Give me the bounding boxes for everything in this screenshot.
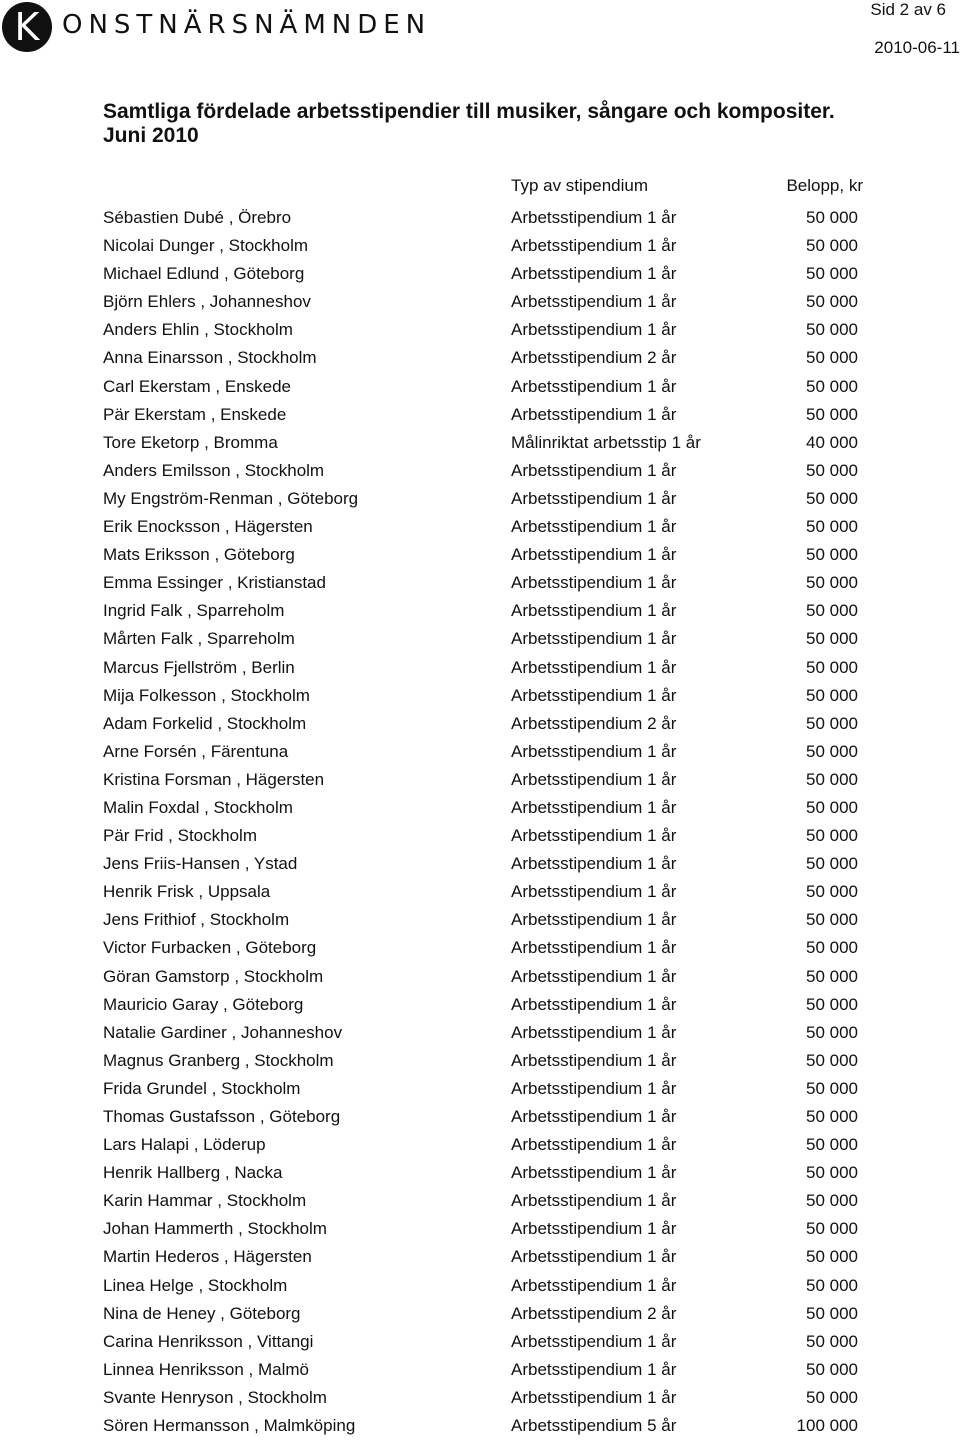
grant-amount: 50 000: [806, 488, 858, 508]
table-row: [0, 1272, 960, 1300]
table-row: [0, 1243, 960, 1271]
grant-amount: 50 000: [806, 854, 858, 874]
recipient-name: Sébastien Dubé , Örebro: [103, 208, 292, 227]
table-row: [0, 991, 960, 1019]
grant-amount: 50 000: [806, 545, 858, 565]
table-row: [0, 513, 960, 541]
table-row: [0, 738, 960, 766]
grant-type: Målinriktat arbetsstip 1 år: [511, 432, 701, 452]
grant-amount: 50 000: [806, 208, 858, 227]
table-row: [0, 429, 960, 457]
grant-type: Arbetsstipendium 1 år: [511, 264, 677, 284]
recipient-name: Göran Gamstorp , Stockholm: [103, 966, 324, 986]
grant-amount: 50 000: [806, 1163, 858, 1183]
recipient-name: Nicolai Dunger , Stockholm: [103, 236, 309, 256]
grant-amount: 50 000: [806, 797, 858, 817]
table-row: [0, 1384, 960, 1412]
recipient-name: Mats Eriksson , Göteborg: [103, 545, 295, 565]
grant-type: Arbetsstipendium 1 år: [511, 741, 677, 761]
table-row: [0, 232, 960, 260]
grant-amount: 50 000: [806, 460, 858, 480]
recipient-name: Martin Hederos , Hägersten: [103, 1247, 312, 1267]
grant-type: Arbetsstipendium 1 år: [511, 1022, 677, 1042]
recipient-name: Anders Ehlin , Stockholm: [103, 320, 293, 340]
table-row: [0, 457, 960, 485]
recipient-name: My Engström-Renman , Göteborg: [103, 488, 359, 508]
grant-type: Arbetsstipendium 1 år: [511, 1275, 677, 1295]
grant-amount: 50 000: [806, 1191, 858, 1211]
table-row: [0, 1356, 960, 1384]
grant-amount: 50 000: [806, 1387, 858, 1407]
table-row: [0, 625, 960, 653]
grant-type: Arbetsstipendium 2 år: [511, 348, 677, 368]
grant-amount: 50 000: [806, 713, 858, 733]
grant-amount: 50 000: [806, 1135, 858, 1155]
grant-type: Arbetsstipendium 1 år: [511, 292, 677, 312]
recipient-name: Frida Grundel , Stockholm: [103, 1078, 301, 1098]
grant-type: Arbetsstipendium 1 år: [511, 1331, 677, 1351]
grant-amount: 50 000: [806, 629, 858, 649]
grant-type: Arbetsstipendium 1 år: [511, 1107, 677, 1126]
grant-amount: 50 000: [806, 685, 858, 705]
grant-type: Arbetsstipendium 1 år: [511, 629, 677, 649]
table-row: [0, 794, 960, 822]
recipient-name: Thomas Gustafsson , Göteborg: [103, 1107, 341, 1126]
grant-amount: 50 000: [806, 292, 858, 312]
recipient-name: Michael Edlund , Göteborg: [103, 264, 305, 284]
table-row: [0, 541, 960, 569]
grant-type: Arbetsstipendium 1 år: [511, 882, 677, 902]
grant-amount: 50 000: [806, 1303, 858, 1323]
table-row: [0, 710, 960, 738]
recipient-name: Nina de Heney , Göteborg: [103, 1303, 301, 1323]
recipient-name: Adam Forkelid , Stockholm: [103, 713, 307, 733]
table-row: [0, 1047, 960, 1075]
table-row: [0, 316, 960, 344]
grant-type: Arbetsstipendium 1 år: [511, 236, 677, 256]
recipient-name: Natalie Gardiner , Johanneshov: [103, 1022, 343, 1042]
grant-type: Arbetsstipendium 1 år: [511, 1163, 677, 1183]
table-row: [0, 766, 960, 794]
grant-type: Arbetsstipendium 1 år: [511, 1219, 677, 1239]
table-row: [0, 878, 960, 906]
grant-amount: 50 000: [806, 966, 858, 986]
recipient-name: Linea Helge , Stockholm: [103, 1275, 288, 1295]
grant-type: Arbetsstipendium 1 år: [511, 1078, 677, 1098]
title-line-1: Samtliga fördelade arbetsstipendier till musiker, sångare och kompositer.: [103, 100, 835, 123]
recipient-name: Henrik Hallberg , Nacka: [103, 1163, 283, 1183]
recipient-name: Malin Foxdal , Stockholm: [103, 797, 293, 817]
table-row: [0, 1159, 960, 1187]
recipient-name: Tore Eketorp , Bromma: [103, 432, 278, 452]
grant-type: Arbetsstipendium 1 år: [511, 488, 677, 508]
logo-wordmark: ONSTNÄRSNÄMNDEN: [62, 10, 432, 40]
recipient-name: Arne Forsén , Färentuna: [103, 741, 289, 761]
recipient-name: Mårten Falk , Sparreholm: [103, 629, 295, 649]
grant-amount: 50 000: [806, 601, 858, 621]
table-row: [0, 373, 960, 401]
table-row: [0, 401, 960, 429]
table-row: [0, 1019, 960, 1047]
grant-type: Arbetsstipendium 2 år: [511, 713, 677, 733]
grant-amount: 50 000: [806, 348, 858, 368]
page-number: Sid 2 av 6: [870, 0, 946, 19]
table-row: [0, 260, 960, 288]
grant-type: Arbetsstipendium 1 år: [511, 601, 677, 621]
recipient-name: Jens Friis-Hansen , Ystad: [103, 854, 298, 874]
grant-type: Arbetsstipendium 1 år: [511, 1247, 677, 1267]
recipient-name: Carina Henriksson , Vittangi: [103, 1331, 314, 1351]
column-header-amount: Belopp, kr: [786, 176, 863, 195]
grant-amount: 50 000: [806, 741, 858, 761]
grant-amount: 50 000: [806, 1331, 858, 1351]
grant-amount: 50 000: [806, 882, 858, 902]
recipient-name: Henrik Frisk , Uppsala: [103, 882, 271, 902]
grant-type: Arbetsstipendium 1 år: [511, 657, 677, 677]
table-row: [0, 597, 960, 625]
grant-type: Arbetsstipendium 1 år: [511, 966, 677, 986]
grant-amount: 50 000: [806, 910, 858, 930]
grant-amount: 50 000: [806, 376, 858, 396]
grant-amount: 50 000: [806, 573, 858, 593]
grant-amount: 50 000: [806, 994, 858, 1014]
grant-type: Arbetsstipendium 1 år: [511, 797, 677, 817]
table-row: [0, 906, 960, 934]
recipient-name: Emma Essinger , Kristianstad: [103, 573, 326, 593]
grant-type: Arbetsstipendium 1 år: [511, 460, 677, 480]
recipient-name: Anders Emilsson , Stockholm: [103, 460, 325, 480]
grant-type: Arbetsstipendium 1 år: [511, 1191, 677, 1211]
grant-type: Arbetsstipendium 1 år: [511, 208, 677, 227]
grant-amount: 50 000: [806, 1247, 858, 1267]
table-row: [0, 1187, 960, 1215]
grant-type: Arbetsstipendium 1 år: [511, 685, 677, 705]
table-row: [0, 1412, 960, 1440]
recipient-name: Ingrid Falk , Sparreholm: [103, 601, 285, 621]
grant-amount: 100 000: [796, 1416, 858, 1436]
table-row: [0, 288, 960, 316]
grant-type: Arbetsstipendium 1 år: [511, 404, 677, 424]
grant-amount: 50 000: [806, 938, 858, 958]
grant-amount: 50 000: [806, 1050, 858, 1070]
grant-table-body: [0, 204, 960, 1440]
table-row: [0, 850, 960, 878]
grant-amount: 40 000: [806, 432, 858, 452]
table-row: [0, 682, 960, 710]
recipient-name: Mija Folkesson , Stockholm: [103, 685, 310, 705]
table-row: [0, 654, 960, 682]
table-row: [0, 204, 960, 232]
title-line-2: Juni 2010: [103, 124, 199, 147]
document-title: [103, 100, 835, 148]
recipient-name: Karin Hammar , Stockholm: [103, 1191, 307, 1211]
recipient-name: Marcus Fjellström , Berlin: [103, 657, 295, 677]
recipient-name: Anna Einarsson , Stockholm: [103, 348, 317, 368]
recipient-name: Linnea Henriksson , Malmö: [103, 1359, 309, 1379]
table-row: [0, 934, 960, 962]
grant-type: Arbetsstipendium 1 år: [511, 994, 677, 1014]
grant-type: Arbetsstipendium 1 år: [511, 376, 677, 396]
recipient-name: Victor Furbacken , Göteborg: [103, 938, 317, 958]
grant-type: Arbetsstipendium 1 år: [511, 1050, 677, 1070]
grant-amount: 50 000: [806, 1107, 858, 1126]
recipient-name: Johan Hammerth , Stockholm: [103, 1219, 327, 1239]
grant-amount: 50 000: [806, 769, 858, 789]
grant-amount: 50 000: [806, 404, 858, 424]
recipient-name: Jens Frithiof , Stockholm: [103, 910, 290, 930]
recipient-name: Erik Enocksson , Hägersten: [103, 517, 313, 537]
grant-type: Arbetsstipendium 2 år: [511, 1303, 677, 1323]
grant-type: Arbetsstipendium 1 år: [511, 545, 677, 565]
grant-amount: 50 000: [806, 236, 858, 256]
table-row: [0, 963, 960, 991]
report-date: 2010-06-11: [874, 38, 960, 57]
grant-type: Arbetsstipendium 1 år: [511, 573, 677, 593]
recipient-name: Kristina Forsman , Hägersten: [103, 769, 325, 789]
table-row: [0, 1215, 960, 1243]
recipient-name: Mauricio Garay , Göteborg: [103, 994, 304, 1014]
grant-type: Arbetsstipendium 1 år: [511, 517, 677, 537]
grant-amount: 50 000: [806, 1359, 858, 1379]
grant-type: Arbetsstipendium 5 år: [511, 1416, 677, 1436]
table-row: [0, 485, 960, 513]
table-row: [0, 1103, 960, 1131]
table-row: [0, 1131, 960, 1159]
grant-type: Arbetsstipendium 1 år: [511, 1135, 677, 1155]
grant-amount: 50 000: [806, 1219, 858, 1239]
recipient-name: Magnus Granberg , Stockholm: [103, 1050, 334, 1070]
grant-amount: 50 000: [806, 826, 858, 846]
recipient-name: Pär Frid , Stockholm: [103, 826, 257, 846]
grant-type: Arbetsstipendium 1 år: [511, 910, 677, 930]
table-row: [0, 344, 960, 372]
recipient-name: Carl Ekerstam , Enskede: [103, 376, 292, 396]
grant-amount: 50 000: [806, 1022, 858, 1042]
grant-amount: 50 000: [806, 264, 858, 284]
recipient-name: Svante Henryson , Stockholm: [103, 1387, 327, 1407]
grant-type: Arbetsstipendium 1 år: [511, 320, 677, 340]
grant-type: Arbetsstipendium 1 år: [511, 826, 677, 846]
grant-amount: 50 000: [806, 320, 858, 340]
grant-type: Arbetsstipendium 1 år: [511, 1359, 677, 1379]
recipient-name: Björn Ehlers , Johanneshov: [103, 292, 311, 312]
recipient-name: Sören Hermansson , Malmköping: [103, 1416, 356, 1436]
recipient-name: Pär Ekerstam , Enskede: [103, 404, 287, 424]
column-header-type: Typ av stipendium: [511, 176, 649, 195]
table-row: [0, 569, 960, 597]
table-row: [0, 822, 960, 850]
table-row: [0, 1328, 960, 1356]
table-row: [0, 1300, 960, 1328]
grant-type: Arbetsstipendium 1 år: [511, 1387, 677, 1407]
grant-amount: 50 000: [806, 1275, 858, 1295]
grant-amount: 50 000: [806, 517, 858, 537]
recipient-name: Lars Halapi , Löderup: [103, 1135, 266, 1155]
table-row: [0, 1075, 960, 1103]
grant-amount: 50 000: [806, 657, 858, 677]
grant-type: Arbetsstipendium 1 år: [511, 769, 677, 789]
grant-amount: 50 000: [806, 1078, 858, 1098]
logo-mark: K: [2, 2, 52, 52]
grant-type: Arbetsstipendium 1 år: [511, 854, 677, 874]
grant-type: Arbetsstipendium 1 år: [511, 938, 677, 958]
